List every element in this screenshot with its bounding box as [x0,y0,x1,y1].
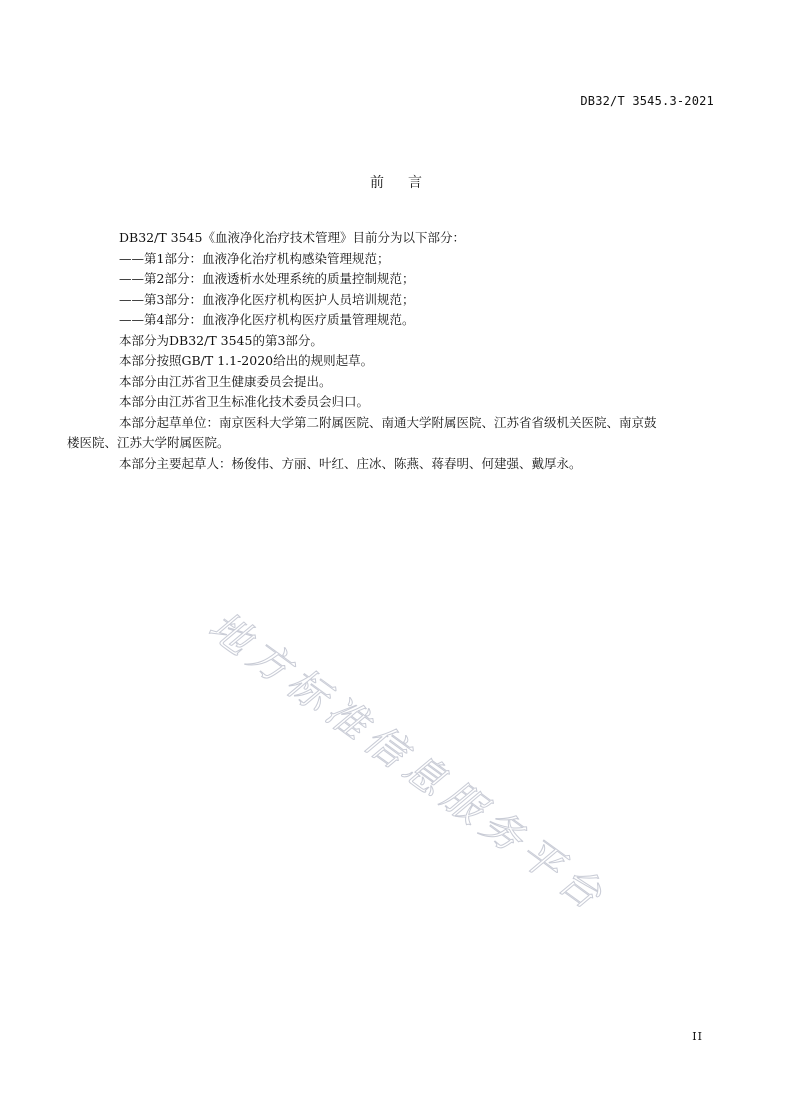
paragraph-part-1: ——第1部分：血液净化治疗机构感染管理规范； [119,250,390,266]
paragraph-this-part: 本部分为DB32/T 3545的第3部分。 [119,332,323,348]
page-title: 前言 [370,175,446,191]
drafting-units-line-1: 本部分起草单位：南京医科大学第二附属医院、南通大学附属医院、江苏省省级机关医院、南京鼓 [119,414,657,430]
page-number: II [692,1030,703,1043]
drafting-units-line-2: 楼医院、江苏大学附属医院。 [67,435,230,450]
paragraph-intro: DB32/T 3545《血液净化治疗技术管理》目前分为以下部分： [119,230,465,245]
document-code: DB32/T 3545.3-2021 [580,94,714,108]
paragraph-part-3: ——第3部分：血液净化医疗机构医护人员培训规范； [119,291,415,307]
paragraph-committee: 本部分由江苏省卫生标准化技术委员会归口。 [119,394,370,409]
paragraph-part-4: ——第4部分：血液净化医疗机构医疗质量管理规范。 [119,312,415,327]
paragraph-part-2: ——第2部分：血液透析水处理系统的质量控制规范； [119,271,415,286]
paragraph-proposer: 本部分由江苏省卫生健康委员会提出。 [119,373,332,389]
paragraph-drafting-rules: 本部分按照GB/T 1.1-2020给出的规则起草。 [119,353,374,368]
watermark: 地方标准信息服务平台 [200,603,616,923]
paragraph-drafters: 本部分主要起草人：杨俊伟、方丽、叶红、庄冰、陈燕、蒋春明、何建强、戴厚永。 [119,455,582,471]
foreword-body [67,228,715,474]
paragraph-drafting-units [67,413,715,454]
